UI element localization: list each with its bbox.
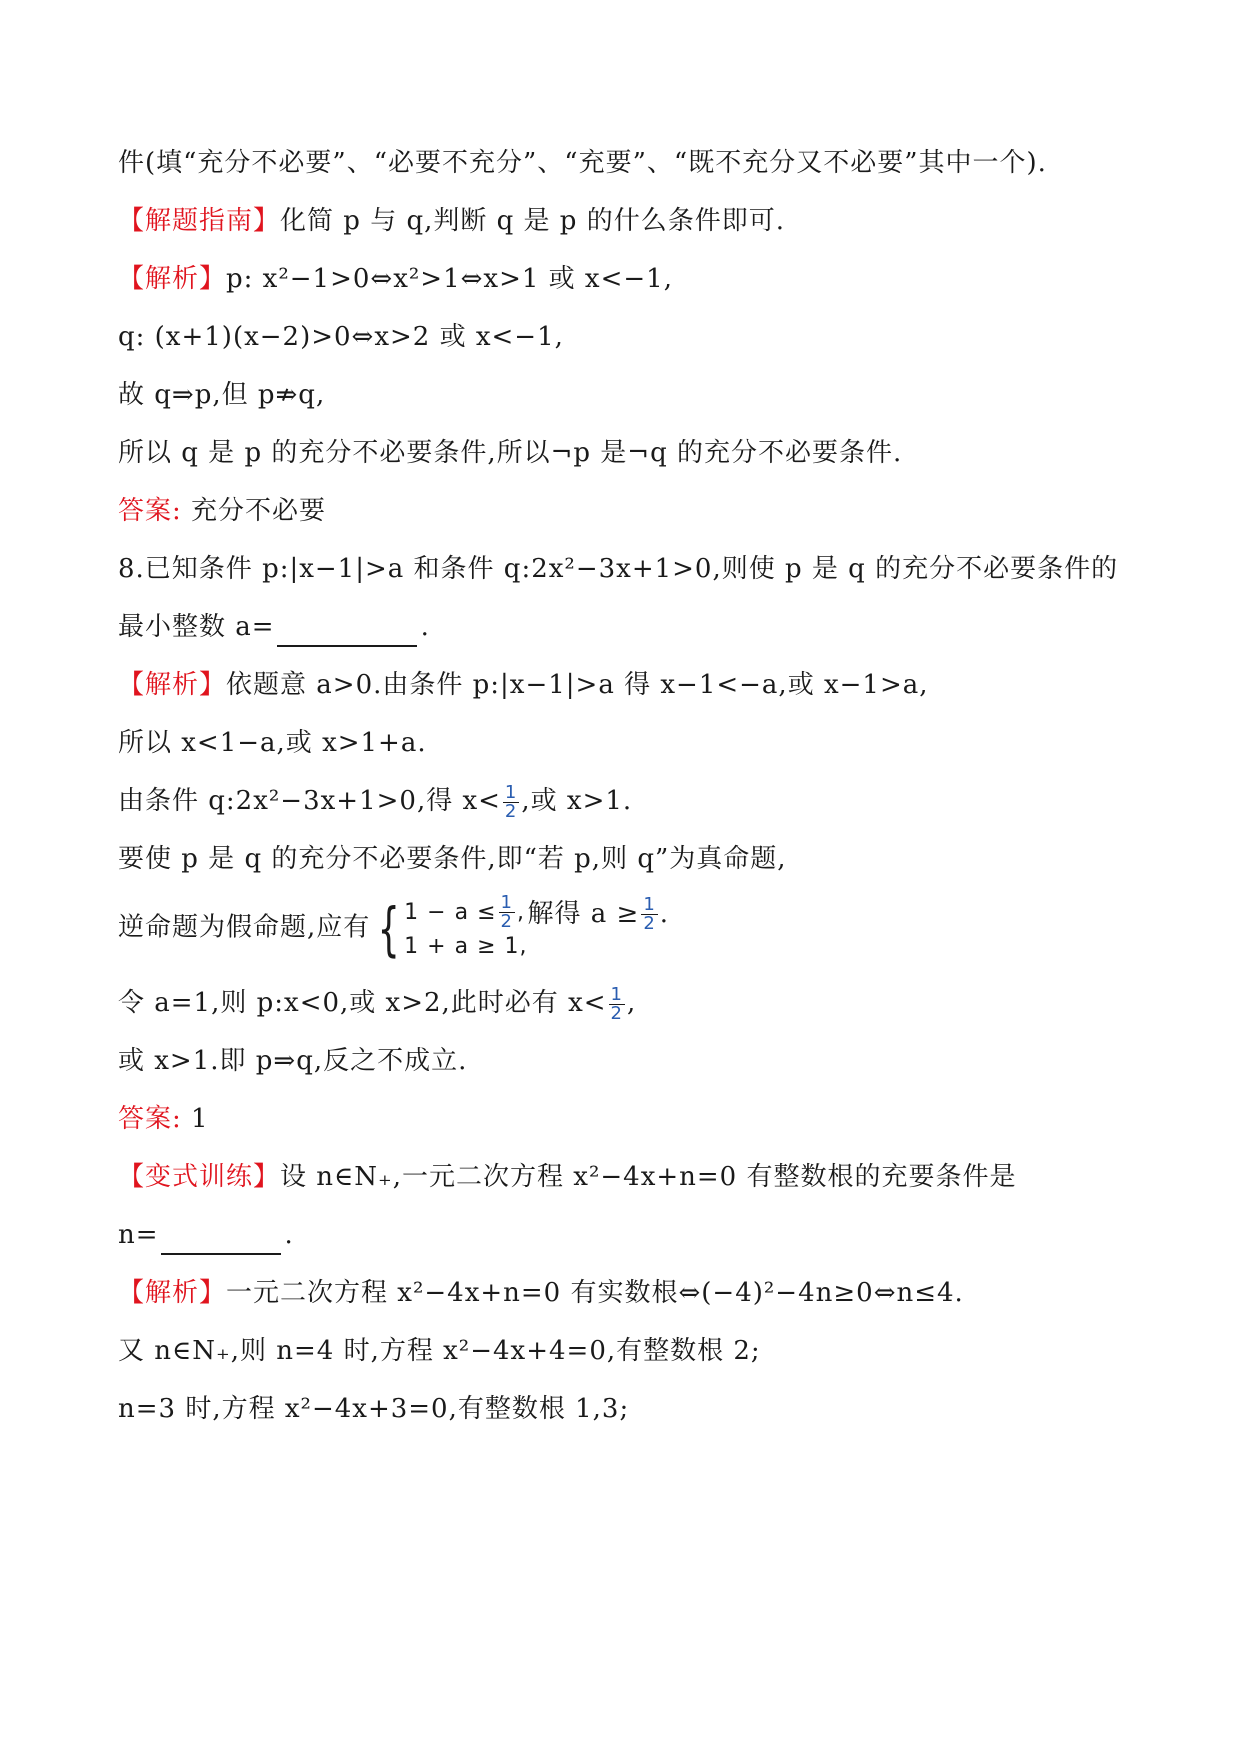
text-line-16: 或 x>1.即 p⇒q,反之不成立. [118, 1046, 468, 1076]
answer-blank[interactable] [161, 1223, 281, 1255]
label-analysis: 【解析】 [118, 670, 227, 700]
fraction-one-half: $\frac{1}{2}$ [643, 894, 656, 934]
text-line-20: 【解析】一元二次方程 x²−4x+n=0 有实数根⇔(−4)²−4n≥0⇔n≤4. [118, 1278, 964, 1308]
label-analysis: 【解析】 [118, 264, 227, 294]
variant-training-line-2: n= . [118, 1215, 294, 1255]
label-solution-guide: 【解题指南】 [118, 206, 281, 236]
variant-training-line-1: 【变式训练】设 n∈N₊,一元二次方程 x²−4x+n=0 有整数根的充要条件是 [118, 1162, 1017, 1192]
text-line-15: 令 a=1,则 p:x<0,或 x>2,此时必有 x< $\frac{1}{2}$ , [118, 983, 637, 1024]
answer-blank[interactable] [277, 615, 417, 647]
text-line-13: 要使 p 是 q 的充分不必要条件,即“若 p,则 q”为真命题, [118, 844, 787, 874]
text-line-11: 所以 x<1−a,或 x>1+a. [118, 728, 427, 758]
text-line-22: n=3 时,方程 x²−4x+3=0,有整数根 1,3; [118, 1394, 630, 1424]
label-variant-training: 【变式训练】 [118, 1162, 281, 1192]
inequality-system: { 1 − a ≤ $\frac{1}{2}$ , 1 + a ≥ 1, [377, 892, 528, 963]
text-line-6: 所以 q 是 p 的充分不必要条件,所以¬p 是¬q 的充分不必要条件. [118, 438, 903, 468]
text-line-12: 由条件 q:2x²−3x+1>0,得 x< $\frac{1}{2}$ ,或 x>1. [118, 781, 633, 822]
answer-line-1: 答案: 充分不必要 [118, 496, 327, 526]
text-line-14: 逆命题为假命题,应有 { 1 − a ≤ $\frac{1}{2}$ , 1 + a ≥ 1, 解得 a ≥ $\frac{1}{2}$ . [118, 892, 670, 963]
problem-8-line-2: 最小整数 a= . [118, 607, 430, 647]
left-brace: { [377, 894, 401, 963]
label-answer: 答案: [118, 496, 182, 526]
label-analysis: 【解析】 [118, 1278, 227, 1308]
fraction-one-half: $\frac{1}{2}$ [610, 983, 623, 1024]
answer-line-2: 答案: 1 [118, 1104, 209, 1134]
text-line-5: 故 q⇒p,但 p⇏q, [118, 380, 326, 410]
fraction-one-half: $\frac{1}{2}$ [504, 781, 518, 822]
label-answer: 答案: [118, 1104, 182, 1134]
text-line-1: 件(填“充分不必要”、“必要不充分”、“充要”、“既不充分又不必要”其中一个). [118, 148, 1047, 178]
text-line-10: 【解析】依题意 a>0.由条件 p:|x−1|>a 得 x−1<−a,或 x−1>a, [118, 670, 929, 700]
text-line-4: q: (x+1)(x−2)>0⇔x>2 或 x<−1, [118, 322, 564, 352]
text-line-21: 又 n∈N₊,则 n=4 时,方程 x²−4x+4=0,有整数根 2; [118, 1336, 761, 1366]
text-line-3: 【解析】p: x²−1>0⇔x²>1⇔x>1 或 x<−1, [118, 264, 673, 294]
problem-8-line-1: 8.已知条件 p:|x−1|>a 和条件 q:2x²−3x+1>0,则使 p 是 q 的充分不必要条件的 [118, 554, 1119, 584]
fraction-one-half: $\frac{1}{2}$ [500, 892, 513, 932]
text-line-2: 【解题指南】化简 p 与 q,判断 q 是 p 的什么条件即可. [118, 206, 785, 236]
